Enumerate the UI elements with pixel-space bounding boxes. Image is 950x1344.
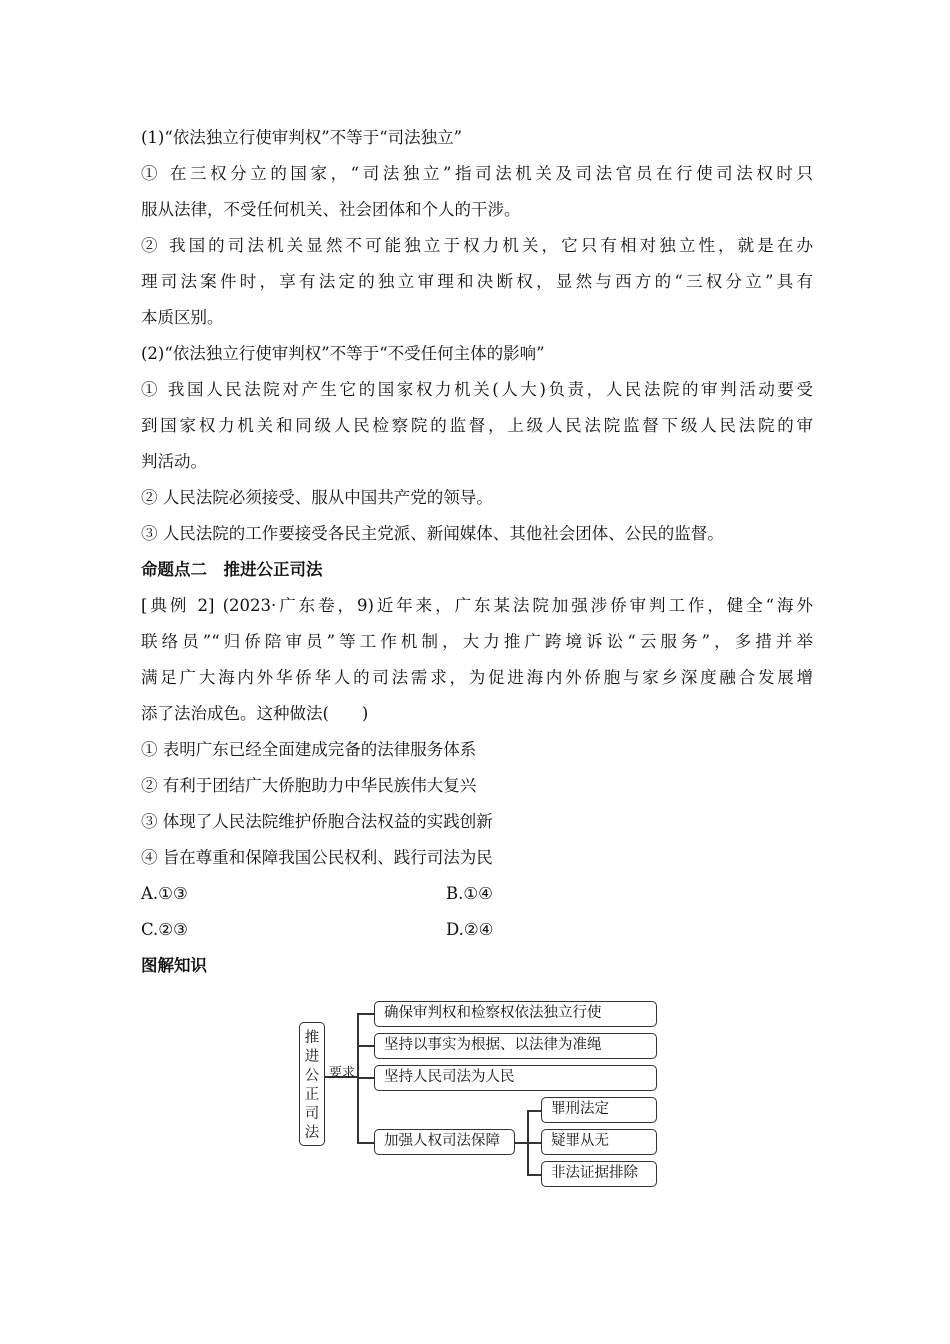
section2-title: (2)“依法独立行使审判权”不等于“不受任何主体的影响” (141, 344, 545, 363)
root-char: 推 (304, 1030, 320, 1046)
section1-paragraph2-line1: ② 我国的司法机关显然不可能独立于权力机关，它只有相对独立性，就是在办 (141, 236, 813, 255)
connector-line (357, 1045, 374, 1047)
choice-item-1: ① 表明广东已经全面建成完备的法律服务体系 (141, 740, 477, 759)
section2-paragraph2: ② 人民法院必须接受、服从中国共产党的领导。 (141, 488, 493, 507)
connector-line (527, 1142, 541, 1144)
choice-item-4: ④ 旨在尊重和保障我国公民权利、践行司法为民 (141, 848, 493, 867)
section2-paragraph1-line1: ① 我国人民法院对产生它的国家权力机关(人大)负责，人民法院的审判活动要受 (141, 380, 813, 399)
example-line1: [典例 2] (2023·广东卷，9)近年来，广东某法院加强涉侨审判工作，健全“海外 (141, 596, 813, 615)
section1-paragraph2-line2: 理司法案件时，享有法定的独立审理和决断权，显然与西方的“三权分立”具有 (141, 272, 813, 291)
sub-box-3: 非法证据排除 (541, 1161, 657, 1187)
diagram-root-box (299, 1022, 325, 1146)
example-line4: 添了法治成色。这种做法( ) (141, 704, 369, 723)
choice-item-3: ③ 体现了人民法院维护侨胞合法权益的实践创新 (141, 812, 493, 831)
root-char: 司 (304, 1106, 320, 1122)
branch-box-1: 确保审判权和检察权依法独立行使 (374, 1001, 657, 1027)
root-char: 正 (304, 1087, 320, 1103)
example-line2: 联络员”“归侨陪审员”等工作机制，大力推广跨境诉讼“云服务”，多措并举 (141, 632, 813, 651)
sub-box-2: 疑罪从无 (541, 1129, 657, 1155)
root-char: 公 (304, 1068, 320, 1084)
connector-line (527, 1174, 541, 1176)
section2-paragraph1-line3: 判活动。 (141, 452, 207, 471)
branch-box-3: 坚持人民司法为人民 (374, 1065, 657, 1091)
knowledge-diagram (297, 1000, 667, 1190)
document-body (141, 120, 813, 984)
connector-line (357, 1142, 374, 1144)
option-c[interactable]: C.②③ (141, 920, 188, 939)
connector-line (357, 1013, 374, 1015)
topic2-heading: 命题点二 推进公正司法 (141, 560, 323, 579)
branch-box-2: 坚持以事实为根据、以法律为准绳 (374, 1033, 657, 1059)
connector-line (527, 1110, 541, 1112)
section1-title: (1)“依法独立行使审判权”不等于“司法独立” (141, 128, 463, 147)
section1-paragraph1-line2: 服从法律，不受任何机关、社会团体和个人的干涉。 (141, 200, 521, 219)
section2-paragraph1-line2: 到国家权力机关和同级人民检察院的监督，上级人民法院监督下级人民法院的审 (141, 416, 813, 435)
example-line3: 满足广大海内外华侨华人的司法需求，为促进海内外侨胞与家乡深度融合发展增 (141, 668, 813, 687)
options-row-2 (141, 912, 813, 948)
option-b[interactable]: B.①④ (446, 884, 493, 903)
requirement-label: 要求 (329, 1066, 356, 1081)
option-d[interactable]: D.②④ (446, 920, 494, 939)
section1-paragraph2-line3: 本质区别。 (141, 308, 224, 327)
root-char: 法 (304, 1125, 320, 1141)
section2-paragraph3: ③ 人民法院的工作要接受各民主党派、新闻媒体、其他社会团体、公民的监督。 (141, 524, 724, 543)
choice-item-2: ② 有利于团结广大侨胞助力中华民族伟大复兴 (141, 776, 477, 795)
root-char: 进 (304, 1049, 320, 1065)
diagram-heading: 图解知识 (141, 956, 207, 975)
sub-box-1: 罪刑法定 (541, 1097, 657, 1123)
section1-paragraph1-line1: ① 在三权分立的国家，“司法独立”指司法机关及司法官员在行使司法权时只 (141, 164, 813, 183)
option-a[interactable]: A.①③ (141, 884, 188, 903)
connector-line (515, 1142, 527, 1144)
connector-line (357, 1077, 374, 1079)
options-row-1 (141, 876, 813, 912)
branch-box-4: 加强人权司法保障 (374, 1129, 515, 1155)
